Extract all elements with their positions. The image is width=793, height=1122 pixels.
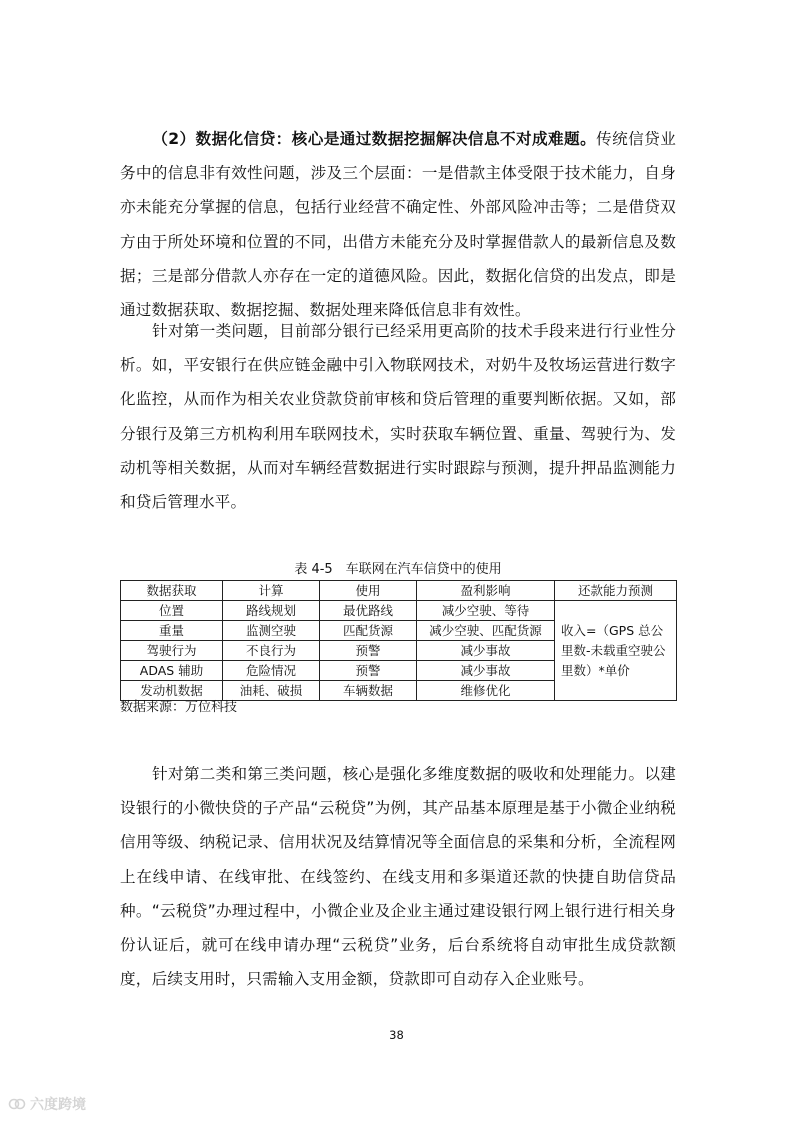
table-cell: 减少空驶、等待	[417, 601, 555, 621]
iov-credit-table	[120, 580, 677, 701]
paragraph-heading: （2）数据化信贷：核心是通过数据挖掘解决信息不对成难题。	[152, 130, 597, 148]
table-header-row	[121, 581, 677, 601]
page-number: 38	[389, 1028, 404, 1042]
table-cell: 减少空驶、匹配货源	[417, 621, 555, 641]
table-cell: 预警	[320, 661, 417, 681]
table-cell: 发动机数据	[121, 681, 223, 701]
table-cell: ADAS 辅助	[121, 661, 223, 681]
table-cell: 危险情况	[223, 661, 320, 681]
table-cell: 路线规划	[223, 601, 320, 621]
table-cell: 重量	[121, 621, 223, 641]
table-cell: 减少事故	[417, 641, 555, 661]
paragraph-body: 传统信贷业务中的信息非有效性问题，涉及三个层面：一是借款主体受限于技术能力，自身亦未能充分掌握的信息，包括行业经营不确定性、外部风险冲击等；二是借贷双方由于所处环境和位置的不同，出借方未能充分及时掌握借款人的最新信息及数据；三是部分借款人亦存在一定的道德风险。因此，数据化信贷的出发点，即是通过数据获取、数据挖掘、数据处理来降低信息非有效性。	[120, 130, 676, 320]
paragraph-body: 针对第一类问题，目前部分银行已经采用更高阶的技术手段来进行行业性分析。如，平安银行在供应链金融中引入物联网技术，对奶牛及牧场运营进行数字化监控，从而作为相关农业贷款贷前审核和贷后管理的重要判断依据。又如，部分银行及第三方机构利用车联网技术，实时获取车辆位置、重量、驾驶行为、发动机等相关数据，从而对车辆经营数据进行实时跟踪与预测，提升押品监测能力和贷后管理水平。	[120, 322, 676, 512]
table-cell: 维修优化	[417, 681, 555, 701]
table-cell: 最优路线	[320, 601, 417, 621]
table-caption: 表 4-5 车联网在汽车信贷中的使用	[294, 562, 502, 577]
watermark-text: 六度跨境	[30, 1097, 86, 1113]
table-cell: 油耗、破损	[223, 681, 320, 701]
table-cell: 减少事故	[417, 661, 555, 681]
table-cell: 位置	[121, 601, 223, 621]
table-header-cell: 使用	[320, 581, 417, 601]
table-header-cell: 盈利影响	[417, 581, 555, 601]
paragraph-data-credit	[120, 122, 676, 327]
table-source: 数据来源：万位科技	[120, 700, 238, 715]
watermark	[8, 1094, 86, 1114]
table-header-cell: 数据获取	[121, 581, 223, 601]
table-cell: 不良行为	[223, 641, 320, 661]
paragraph-second-third-problem	[120, 757, 676, 996]
repayment-formula-cell: 收入=（GPS 总公里数-未载重空驶公里数）*单价	[555, 601, 677, 701]
table-cell: 监测空驶	[223, 621, 320, 641]
table-cell: 预警	[320, 641, 417, 661]
table-cell: 驾驶行为	[121, 641, 223, 661]
watermark-logo-icon	[8, 1096, 26, 1112]
paragraph-body: 针对第二类和第三类问题，核心是强化多维度数据的吸收和处理能力。以建设银行的小微快贷的子产品“云税贷”为例，其产品基本原理是基于小微企业纳税信用等级、纳税记录、信用状况及结算情况等全面信息的采集和分析，全流程网上在线申请、在线审批、在线签约、在线支用和多渠道还款的快捷自助信贷品种。“云税贷”办理过程中，小微企业及企业主通过建设银行网上银行进行相关身份认证后，就可在线申请办理“云税贷”业务，后台系统将自动审批生成贷款额度，后续支用时，只需输入支用金额，贷款即可自动存入企业账号。	[120, 765, 676, 989]
table-header-cell: 计算	[223, 581, 320, 601]
table-row	[121, 601, 677, 621]
table-cell: 匹配货源	[320, 621, 417, 641]
table-cell: 车辆数据	[320, 681, 417, 701]
table-header-cell: 还款能力预测	[555, 581, 677, 601]
paragraph-first-problem	[120, 314, 676, 519]
